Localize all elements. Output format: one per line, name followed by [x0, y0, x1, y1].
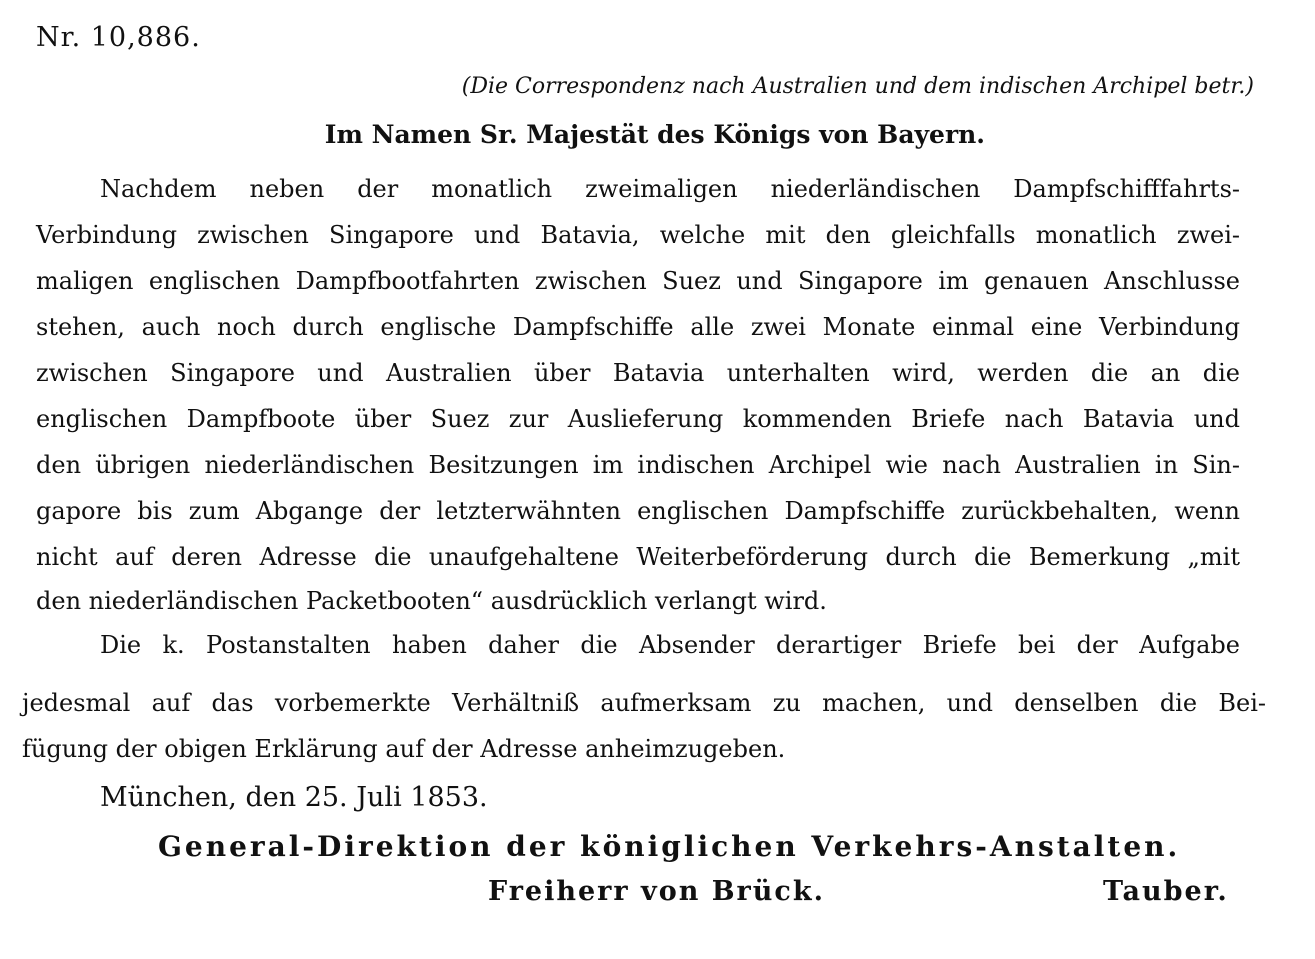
document-number: Nr. 10,886. — [36, 22, 201, 53]
paragraph-1-line: gapore bis zum Abgange der letzterwähnten englischen Dampfschiffe zurückbehalten, wenn — [36, 497, 1240, 525]
royal-heading — [0, 120, 1260, 149]
signatory-primary: Freiherr von Brück. — [488, 876, 825, 907]
paragraph-2-line: jedesmal auf das vorbemerkte Verhältniß aufmerksam zu machen, und denselben die Bei- — [22, 689, 1266, 717]
paragraph-1-line: den niederländischen Packetbooten“ ausdrücklich verlangt wird. — [36, 587, 827, 615]
paragraph-2-line: fügung der obigen Erklärung auf der Adresse anheimzugeben. — [22, 735, 786, 763]
paragraph-1-line: englischen Dampfboote über Suez zur Auslieferung kommenden Briefe nach Batavia und — [36, 405, 1240, 433]
paragraph-1-line: nicht auf deren Adresse die unaufgehaltene Weiterbeförderung durch die Bemerkung „mit — [36, 543, 1240, 571]
issuing-authority: General-Direktion der königlichen Verkehrs-Anstalten. — [158, 830, 1181, 863]
paragraph-1-line: maligen englischen Dampfbootfahrten zwischen Suez und Singapore im genauen Anschlusse — [36, 267, 1240, 295]
document-subject — [0, 74, 1260, 99]
paragraph-1-line: stehen, auch noch durch englische Dampfschiffe alle zwei Monate einmal eine Verbindung — [36, 313, 1240, 341]
subject-text: (Die Correspondenz nach Australien und dem indischen Archipel betr.) — [461, 74, 1254, 99]
paragraph-1-line: den übrigen niederländischen Besitzungen im indischen Archipel wie nach Australien in Sin- — [36, 451, 1240, 479]
paragraph-1-line: Nachdem neben der monatlich zweimaligen niederländischen Dampfschifffahrts- — [100, 175, 1240, 203]
paragraph-1-line: Verbindung zwischen Singapore und Batavia, welche mit den gleichfalls monatlich zwei- — [36, 221, 1240, 249]
paragraph-2-line: Die k. Postanstalten haben daher die Absender derartiger Briefe bei der Aufgabe — [100, 631, 1240, 659]
date-line: München, den 25. Juli 1853. — [100, 782, 488, 813]
paragraph-1-line: zwischen Singapore und Australien über Batavia unterhalten wird, werden die an die — [36, 359, 1240, 387]
signatory-secondary: Tauber. — [1103, 876, 1229, 907]
royal-heading-text: Im Namen Sr. Majestät des Königs von Bayern. — [324, 120, 985, 149]
